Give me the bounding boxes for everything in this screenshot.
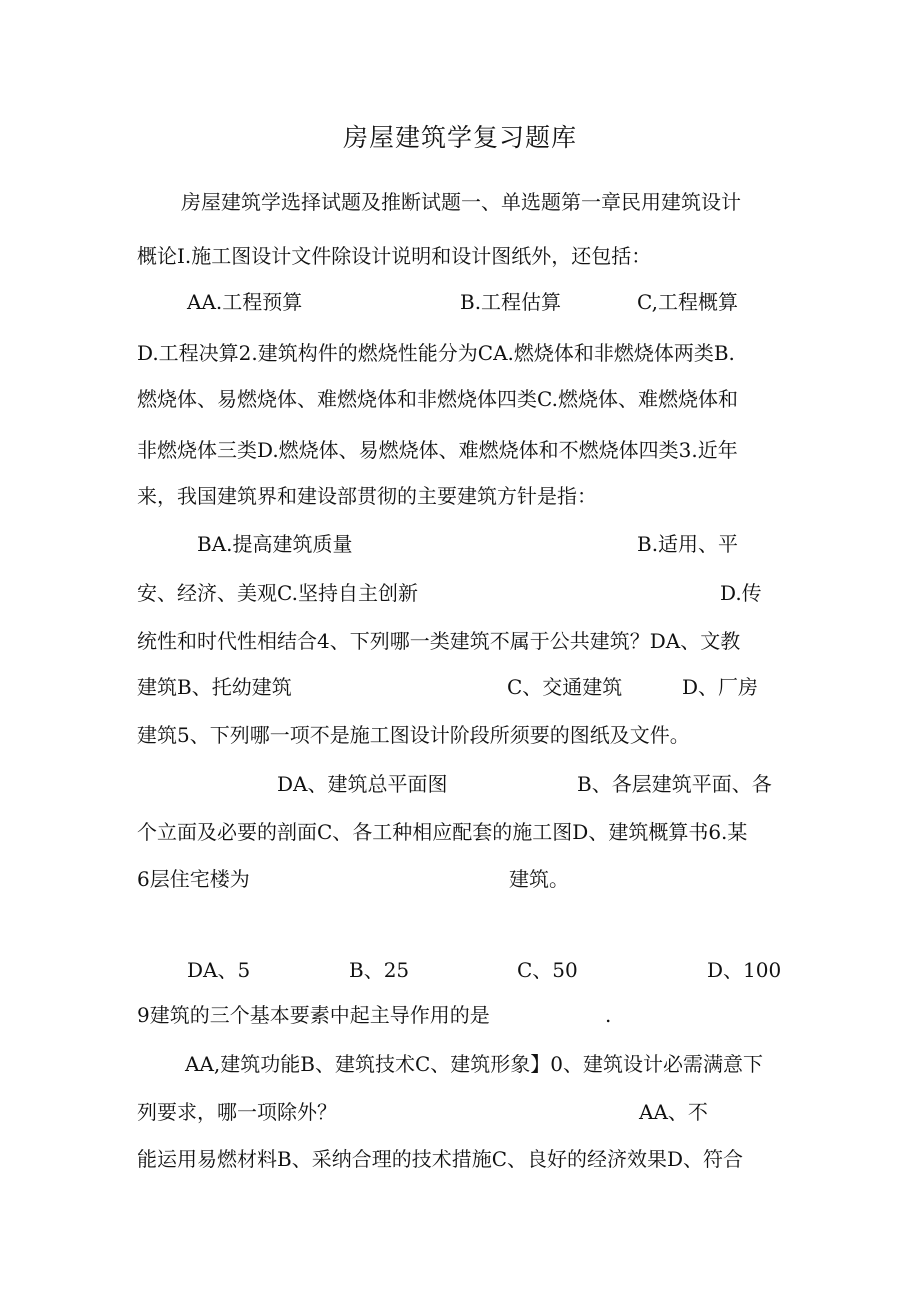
text-segment: D.工程决算2.建筑构件的燃烧性能分为CA.燃烧体和非燃烧体两类B. [137, 341, 735, 365]
text-line [137, 1142, 797, 1176]
answer-options-line [137, 767, 797, 801]
text-segment: 建筑。 [509, 867, 569, 891]
text-segment: 建筑5、下列哪一项不是施工图设计阶段所须要的图纸及文件。 [137, 723, 690, 747]
text-segment: 9建筑的三个基本要素中起主导作用的是 [137, 1003, 490, 1027]
option-a: BA.提高建筑质量 [197, 532, 353, 556]
option-a: DA、5 [187, 958, 251, 982]
text-segment: 6层住宅楼为 [137, 867, 250, 891]
text-segment: 燃烧体、易燃烧体、难燃烧体和非燃烧体四类C.燃烧体、难燃烧体和 [137, 387, 738, 411]
text-line [137, 1047, 797, 1081]
text-line [137, 185, 797, 219]
option-c: C、交通建筑 [507, 675, 623, 699]
text-segment: 概论I.施工图设计文件除设计说明和设计图纸外，还包括： [137, 244, 652, 268]
text-line [137, 815, 797, 849]
text-line [137, 576, 797, 610]
text-line [137, 718, 797, 752]
option-d: D、100 [707, 958, 782, 982]
option-b: B.适用、平 [637, 532, 739, 556]
text-segment: AA,建筑功能B、建筑技术C、建筑形象】0、建筑设计必需满意下 [185, 1052, 763, 1076]
option-c: C、50 [517, 958, 578, 982]
text-line [137, 239, 797, 273]
text-segment: 能运用易燃材料B、采纳合理的技术措施C、良好的经济效果D、符合 [137, 1147, 744, 1171]
answer-options-line [137, 285, 797, 319]
text-line [137, 382, 797, 416]
option-b: B.工程估算 [460, 290, 562, 314]
answer-options-line [137, 670, 797, 704]
text-segment: 非燃烧体三类D.燃烧体、易燃烧体、难燃烧体和不燃烧体四类3.近年 [137, 438, 738, 462]
answer-options-line [137, 953, 797, 987]
text-segment: AA、不 [639, 1100, 708, 1124]
text-segment: 统性和时代性相结合4、下列哪一类建筑不属于公共建筑？DA、文教 [137, 629, 741, 653]
option-a: 建筑B、托幼建筑 [137, 675, 292, 699]
option-a: DA、建筑总平面图 [277, 772, 448, 796]
text-line [137, 862, 797, 896]
text-segment: . [605, 1003, 612, 1027]
text-segment: 列要求，哪一项除外？ [137, 1100, 337, 1124]
option-c: C,工程概算 [637, 290, 738, 314]
text-line [137, 433, 797, 467]
option-b: B、25 [349, 958, 410, 982]
text-segment: 房屋建筑学选择试题及推断试题一、单选题第一章民用建筑设计 [181, 190, 741, 214]
text-line [137, 998, 797, 1032]
text-segment: 安、经济、美观C.坚持自主创新 [137, 581, 418, 605]
document-title: 房屋建筑学复习题库 [342, 123, 577, 152]
answer-options-line [137, 527, 797, 561]
text-segment: 来，我国建筑界和建设部贯彻的主要建筑方针是指： [137, 484, 597, 508]
option-b: B、各层建筑平面、各 [577, 772, 772, 796]
text-segment: D.传 [720, 581, 762, 605]
text-line [137, 1095, 797, 1129]
text-segment: 个立面及必要的剖面C、各工种相应配套的施工图D、建筑概算书6.某 [137, 820, 748, 844]
option-d: D、厂房 [682, 675, 759, 699]
text-line [137, 624, 797, 658]
text-line [137, 336, 797, 370]
option-a: AA.工程预算 [187, 290, 303, 314]
text-line [137, 479, 797, 513]
